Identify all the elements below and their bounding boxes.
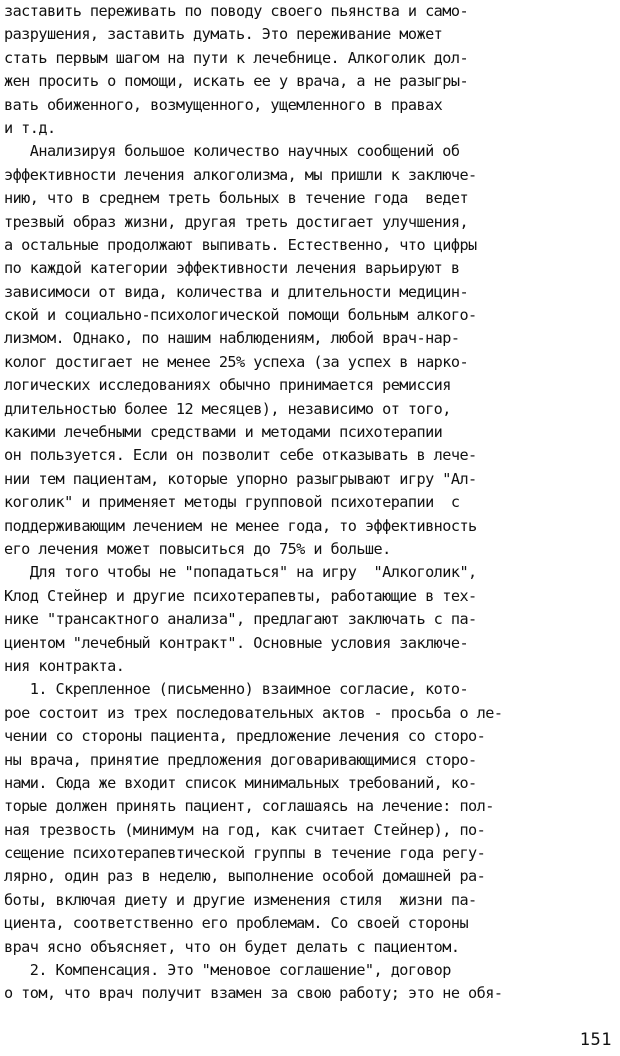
- text-line: Клод Стейнер и другие психотерапевты, работающие в тех-: [4, 586, 477, 605]
- text-line: чении со стороны пациента, предложение лечения со сторо-: [4, 727, 486, 746]
- body-text: [4, 0, 616, 1006]
- text-line: жен просить о помощи, искать ее у врача, а не разыгры-: [4, 72, 469, 91]
- text-line: какими лечебными средствами и методами психотерапии: [4, 423, 443, 442]
- text-line: циентом "лечебный контракт". Основные условия заключе-: [4, 633, 469, 652]
- text-line: вать обиженного, возмущенного, ущемленного в правах: [4, 95, 443, 114]
- text-line: он пользуется. Если он позволит себе отказывать в лече-: [4, 446, 477, 465]
- text-line: по каждой категории эффективности лечения варьируют в: [4, 259, 460, 278]
- text-line: Анализируя большое количество научных сообщений об: [4, 142, 460, 161]
- text-line: его лечения может повыситься до 75% и больше.: [4, 539, 391, 558]
- text-line: коголик" и применяет методы групповой психотерапии с: [4, 493, 460, 512]
- text-line: нию, что в среднем треть больных в течение года ведет: [4, 189, 469, 208]
- text-line: стать первым шагом на пути к лечебнице. Алкоголик дол-: [4, 48, 469, 67]
- text-line: рое состоит из трех последовательных актов - просьба о ле-: [4, 703, 503, 722]
- text-line: ная трезвость (минимум на год, как считает Стейнер), по-: [4, 820, 486, 839]
- text-line: врач ясно объясняет, что он будет делать с пациентом.: [4, 937, 460, 956]
- text-line: а остальные продолжают выпивать. Естественно, что цифры: [4, 235, 477, 254]
- text-line: поддерживающим лечением не менее года, то эффективность: [4, 516, 477, 535]
- text-line: зависимоси от вида, количества и длительности медицин-: [4, 282, 469, 301]
- text-line: и т.д.: [4, 118, 56, 137]
- text-line: заставить переживать по поводу своего пьянства и само-: [4, 2, 469, 20]
- text-line: 2. Компенсация. Это "меновое соглашение", договор: [4, 961, 451, 980]
- page-number: 151: [579, 1030, 612, 1050]
- text-line: 1. Скрепленное (письменно) взаимное согласие, кото-: [4, 680, 469, 699]
- text-line: торые должен принять пациент, соглашаясь на лечение: пол-: [4, 797, 494, 816]
- text-line: ны врача, принятие предложения договаривающимися сторо-: [4, 750, 477, 769]
- text-line: сещение психотерапевтической группы в течение года регу-: [4, 844, 486, 863]
- text-line: трезвый образ жизни, другая треть достигает улучшения,: [4, 212, 469, 231]
- text-line: длительностью более 12 месяцев), независимо от того,: [4, 399, 451, 418]
- text-line: циента, соответственно его проблемам. Со своей стороны: [4, 914, 469, 933]
- text-line: лизмом. Однако, по нашим наблюдениям, любой врач-нар-: [4, 329, 460, 348]
- text-line: о том, что врач получит взамен за свою работу; это не обя-: [4, 984, 503, 1003]
- text-line: лярно, один раз в неделю, выполнение особой домашней ра-: [4, 867, 486, 886]
- text-line: боты, включая диету и другие изменения стиля жизни па-: [4, 890, 477, 909]
- text-line: нике "трансактного анализа", предлагают заключать с па-: [4, 610, 477, 629]
- text-line: нии тем пациентам, которые упорно разыгрывают игру "Ал-: [4, 469, 477, 488]
- text-line: ния контракта.: [4, 656, 125, 675]
- text-line: эффективности лечения алкоголизма, мы пришли к заключе-: [4, 165, 477, 184]
- text-line: колог достигает не менее 25% успеха (за успех в нарко-: [4, 352, 469, 371]
- text-line: Для того чтобы не "попадаться" на игру "Алкоголик",: [4, 563, 477, 582]
- text-line: логических исследованиях обычно принимается ремиссия: [4, 376, 451, 395]
- text-line: разрушения, заставить думать. Это переживание может: [4, 25, 443, 44]
- text-line: ской и социально-психологической помощи больным алкого-: [4, 306, 477, 325]
- text-line: нами. Сюда же входит список минимальных требований, ко-: [4, 773, 477, 792]
